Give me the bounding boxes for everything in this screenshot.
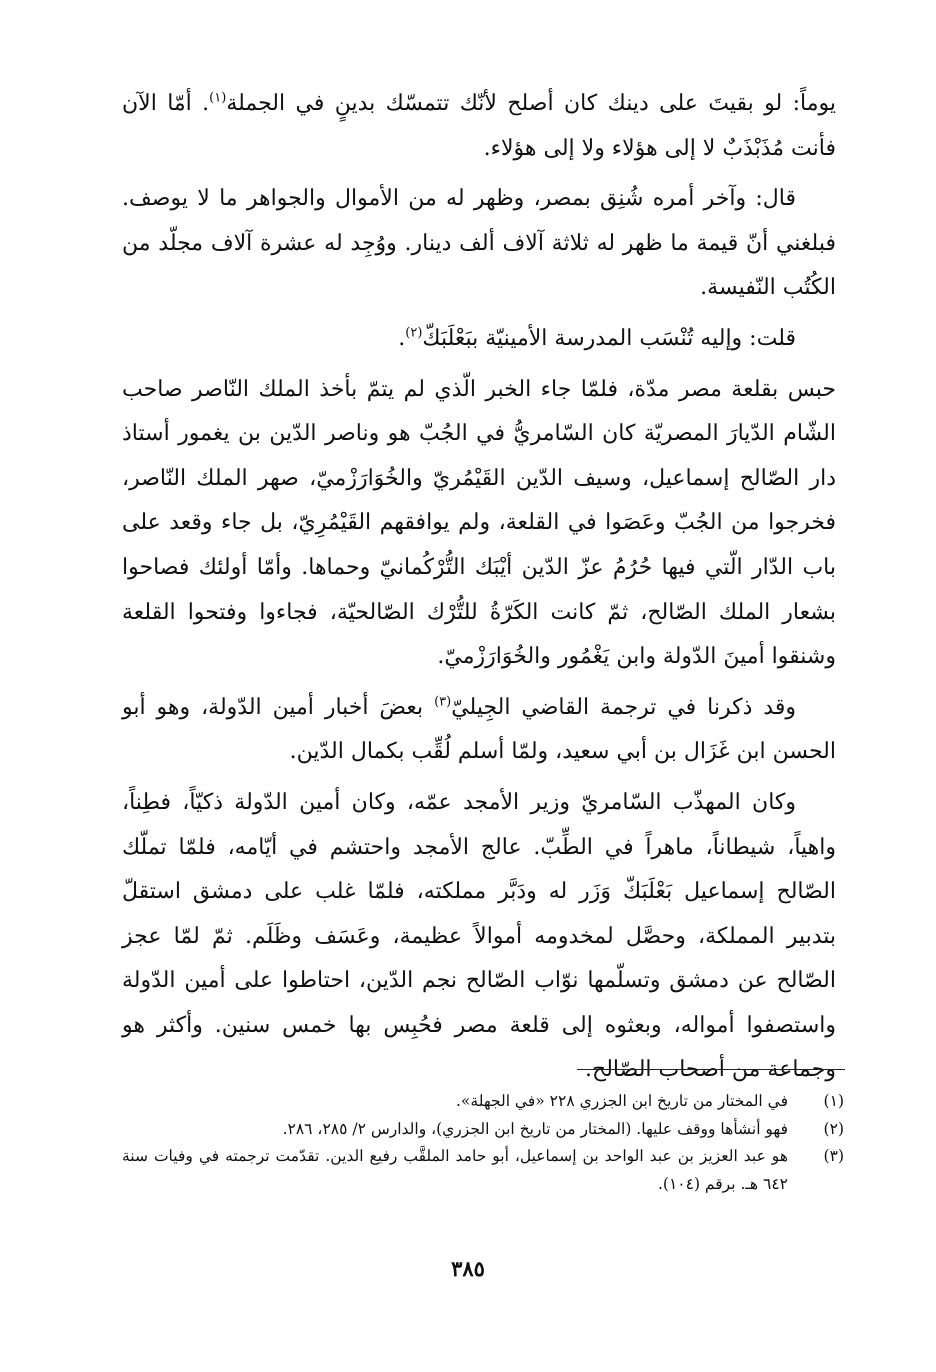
paragraph-text: قلت: وإليه تُنْسَب المدرسة الأمينيّة ببَعْلَبَكّ	[422, 325, 796, 351]
footnote-1	[122, 1088, 844, 1116]
main-text	[122, 82, 836, 1099]
paragraph-2	[122, 177, 836, 311]
footnote-number: (٣)	[823, 1147, 844, 1165]
footnote-text: في المختار من تاريخ ابن الجزري ٢٢٨ «في الجهلة».	[455, 1092, 788, 1110]
footnote-number: (١)	[823, 1092, 844, 1110]
paragraph-text: .	[398, 325, 406, 351]
footnote-marker-3[interactable]: (٣)	[434, 694, 452, 710]
page-number: ٣٨٥	[451, 1256, 485, 1281]
footnote-marker-1[interactable]: (١)	[209, 90, 227, 106]
paragraph-3	[122, 317, 836, 362]
footnote-number: (٢)	[823, 1119, 844, 1138]
paragraph-text: قال: وآخر أمره شُنِق بمصر، وظهر له من الأموال والجواهر ما لا يوصف. فبلغني أنّ قيمة ما ظهر له ثلاثة آلاف ألف دينار. ووُجِد له عشرة آلاف مجلّد من الكُتُب النّفيسة.	[122, 186, 836, 301]
paragraph-5	[122, 686, 836, 775]
footnote-3	[122, 1143, 844, 1198]
paragraph-text: . أمّا الآن فأنت مُذَبْذَبٌ لا إلى هؤلاء ولا إلى هؤلاء.	[122, 91, 836, 161]
footnote-marker-2[interactable]: (٢)	[405, 325, 423, 341]
footnote-2	[122, 1116, 844, 1144]
paragraph-text: يوماً: لو بقيتَ على دينك كان أصلح لأنّك تتمسّك بدينٍ في الجملة	[226, 91, 836, 116]
footnote-text: هو عبد العزيز بن عبد الواحد بن إسماعيل، أبو حامد الملقَّب رفيع الدين. تقدّمت ترجمته في وفيات سنة ٦٤٢ هـ. برقم (١٠٤).	[122, 1147, 788, 1193]
footnotes	[122, 1088, 844, 1198]
footnote-text: فهو أنشأها ووقف عليها. (المختار من تاريخ ابن الجزري)، والدارس ٢/ ٢٨٥، ٢٨٦.	[282, 1119, 788, 1138]
paragraph-text: وكان المهذّب السّامريّ وزير الأمجد عمّه، وكان أمين الدّولة ذكيّاً، فطِناً، واهياً، شيطاناً، ماهراً في الطِّبّ. عالج الأمجد واحتشم في أيّامه، فلمّا تملّك الصّالح إسماعيل بَعْلَبَكّ وَزَر له ودَبَّر مملكته، فلمّا غلب على دمشق استقلّ بتدبير المملكة، وحصَّل لمخدومه أموالاً عظيمة، وعَسَف وظَلَم. ثمّ لمّا عجز الصّالح عن دمشق وتسلّمها نوّاب الصّالح نجم الدّين، احتاطوا على أمين الدّولة واستصفوا أمواله، وبعثوه إلى قلعة مصر فحُبِس بها خمس سنين. وأكثر هو وجماعة من أصحاب الصّالح.	[122, 789, 836, 1083]
paragraph-text: وقد ذكرنا في ترجمة القاضي الجِيليّ	[451, 694, 796, 720]
paragraph-1	[122, 82, 836, 171]
footnote-separator	[577, 1069, 845, 1070]
paragraph-text: حبس بقلعة مصر مدّة، فلمّا جاء الخبر الّذي لم يتمّ بأخذ الملك النّاصر صاحب الشّام الدّيارَ المصريّة كان السّامريُّ في الجُبّ هو وناصر الدّين بن يغمور أستاذ دار الصّالح إسماعيل، وسيف الدّين القَيْمُريّ والخُوَارَزْميّ، صهر الملك النّاصر، فخرجوا من الجُبّ وعَصَوا في القلعة، ولم يوافقهم القَيْمُرِيّ، بل جاء وقعد على باب الدّار الّتي فيها حُرُمُ عزّ الدّين أيْبَك التُّرْكُمانيّ وحماها. وأمّا أولئك فصاحوا بشعار الملك الصّالح، ثمّ كانت الكَرّةُ للتُّرْك الصّالحيّة، فجاءوا وفتحوا القلعة وشنقوا أمينَ الدّولة وابن يَغْمُور والخُوَارَزْميّ.	[122, 376, 836, 670]
paragraph-4	[122, 368, 836, 680]
paragraph-text: بعضَ أخبار أمين الدّولة، وهو أبو الحسن ابن غَزَال بن أبي سعيد، ولمّا أسلم لُقِّب بكمال الدّين.	[122, 694, 836, 765]
paragraph-6	[122, 781, 836, 1093]
